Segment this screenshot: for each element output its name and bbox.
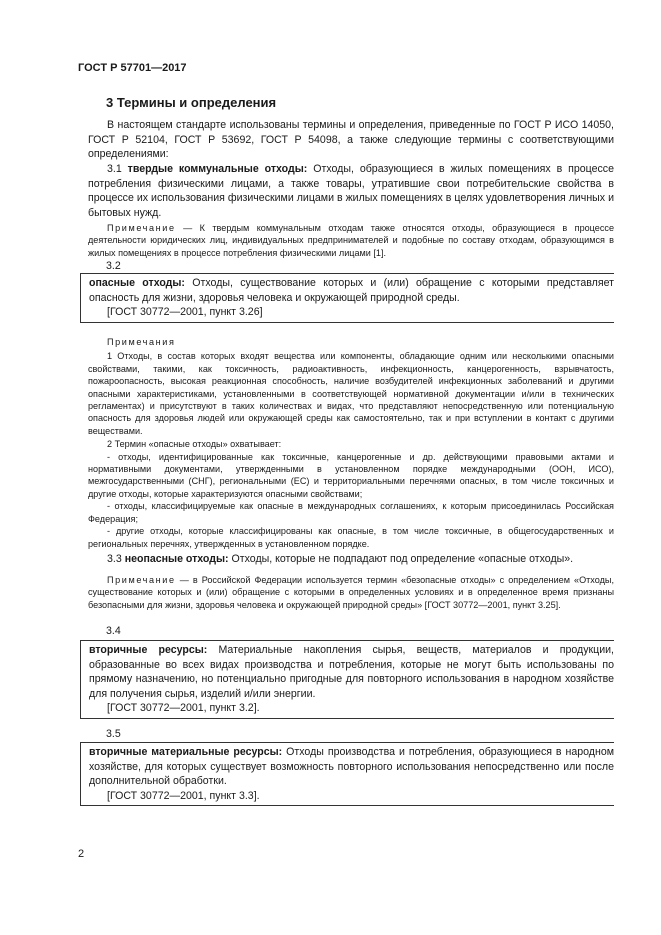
term-3-5-source: [ГОСТ 30772—2001, пункт 3.3].: [107, 789, 260, 802]
term-3-1-number: 3.1: [107, 163, 122, 175]
term-3-5-box: [80, 742, 614, 806]
term-3-1: [88, 162, 614, 220]
note-3-1: [88, 222, 614, 259]
term-3-2-term: опасные отходы:: [89, 277, 185, 289]
notes-3-2-n2: 2 Термин «опасные отходы» охватывает:: [107, 439, 282, 450]
note-3-3-text: [88, 574, 614, 611]
notes-3-2-b3: - другие отходы, которые классифицированы как опасные, в том числе токсичные, в общегосударственных и региональных перечнях, утвержденных в установленном порядке.: [88, 526, 614, 549]
term-3-3-number: 3.3: [107, 553, 122, 565]
note-3-1-body: — К твердым коммунальным отходам также относятся отходы, образующиеся в процессе деятельности юридических лиц, индивидуальных предпринимателей и подобные по составу отходам, образующимся в жилых помещениях в процессе потребления физическими лицами [1].: [88, 223, 615, 258]
term-3-4-box: [80, 640, 614, 719]
term-3-4-term: вторичные ресурсы:: [89, 644, 208, 656]
term-3-1-definition: Отходы, образующиеся в жилых помещениях в процессе потребления физическими лицами, а также товары, утратившие свои потребительские свойства в процессе их использования физическими лицами в жилых помещениях в целях удовлетворения личных и бытовых нужд.: [88, 163, 614, 219]
term-3-5-term: вторичные материальные ресурсы:: [89, 746, 283, 758]
term-3-3-term: неопасные отходы:: [124, 553, 229, 565]
term-3-4-source: [ГОСТ 30772—2001, пункт 3.2].: [107, 702, 260, 715]
intro-text: В настоящем стандарте использованы термины и определения, приведенные по ГОСТ Р ИСО 14050, ГОСТ Р 52104, ГОСТ Р 53692, ГОСТ Р 54098, а также следующие термины с соответствующими определениями:: [88, 119, 614, 161]
term-3-1-text: [88, 162, 614, 220]
term-3-2-definition: Отходы, существование которых и (или) обращение с которыми представляет опасность для жизни, здоровья человека и окружающей природной среды.: [89, 277, 614, 304]
note-3-1-text: [88, 222, 614, 259]
term-3-3-definition: Отходы, которые не подпадают под определение «опасные отходы».: [231, 553, 574, 565]
page-number: 2: [78, 848, 85, 860]
notes-3-2-b1: - отходы, идентифицированные как токсичные, канцерогенные и др. действующими правовыми актами и нормативными документами, утвержденными в установленном порядке международными (ООН, ИСО), межгосударственными (СНГ), региональными (ЕС) и территориальными перечнями опасных, в том числе токсичных и другие отходы, которые характеризуются опасными свойствами;: [88, 451, 614, 499]
term-3-2-source: [ГОСТ 30772—2001, пункт 3.26]: [107, 306, 263, 319]
term-3-3-text: [88, 552, 614, 567]
term-3-2-text: [89, 276, 614, 305]
notes-3-2-b2: - отходы, классифицируемые как опасные в международных соглашениях, к которым присоединилась Российская Федерация;: [88, 501, 614, 524]
note-3-3-label: Примечание: [107, 575, 176, 585]
document-code-header: ГОСТ Р 57701—2017: [78, 62, 187, 74]
note-3-3-body: — в Российской Федерации используется термин «безопасные отходы» с определением «Отходы, существование которых и (или) обращение с которыми в определенных условиях и в определенное время признаны безопасными для жизни, здоровья человека и окружающей природной среды» [ГОСТ 30772—2001, пункт 3.25].: [88, 575, 614, 610]
term-3-2-box: [80, 273, 614, 323]
term-3-5-definition: Отходы производства и потребления, образующиеся в народном хозяйстве, для которых существует возможность повторного использования непосредственно или после дополнительной обработки.: [89, 746, 614, 788]
term-3-3: [88, 552, 614, 567]
note-3-3: [88, 574, 614, 611]
note-3-1-label: Примечание: [107, 223, 176, 233]
term-3-1-term: твердые коммунальные отходы:: [127, 163, 308, 175]
term-3-5-number: 3.5: [106, 728, 121, 740]
term-3-4-text: [89, 643, 614, 701]
term-3-4-definition: Материальные накопления сырья, веществ, материалов и продукции, образованные во всех видах производства и потребления, которые не могут быть использованы по прямому назначению, но потенциально пригодные для повторного использования в народном хозяйстве для получения сырья, изделий и/или энергии.: [89, 644, 614, 700]
term-3-5-text: [89, 745, 614, 789]
section-title: 3 Термины и определения: [106, 95, 277, 110]
notes-3-2: [88, 336, 614, 550]
notes-3-2-label: Примечания: [107, 337, 176, 347]
intro-paragraph: [88, 118, 614, 162]
term-3-4-number: 3.4: [106, 625, 121, 637]
term-3-2-number: 3.2: [106, 260, 121, 272]
notes-3-2-n1: 1 Отходы, в состав которых входят вещества или компоненты, обладающие одним или несколькими опасными свойствами, такими, как токсичность, радиоактивность, инфекционность, канцерогенность, взрывчатость, пожароопасность, высокая реакционная способность, наличие возбудителей инфекционных заболеваний и другими опасными характеристиками, установленными в соответствующей нормативной документации и/или в технических регламентах) и присутствуют в таких количествах и видах, что представляют непосредственную или потенциальную опасность для здоровья людей или окружающей среды как самостоятельно, так и при вступлении в контакт с другими веществами.: [88, 351, 614, 436]
